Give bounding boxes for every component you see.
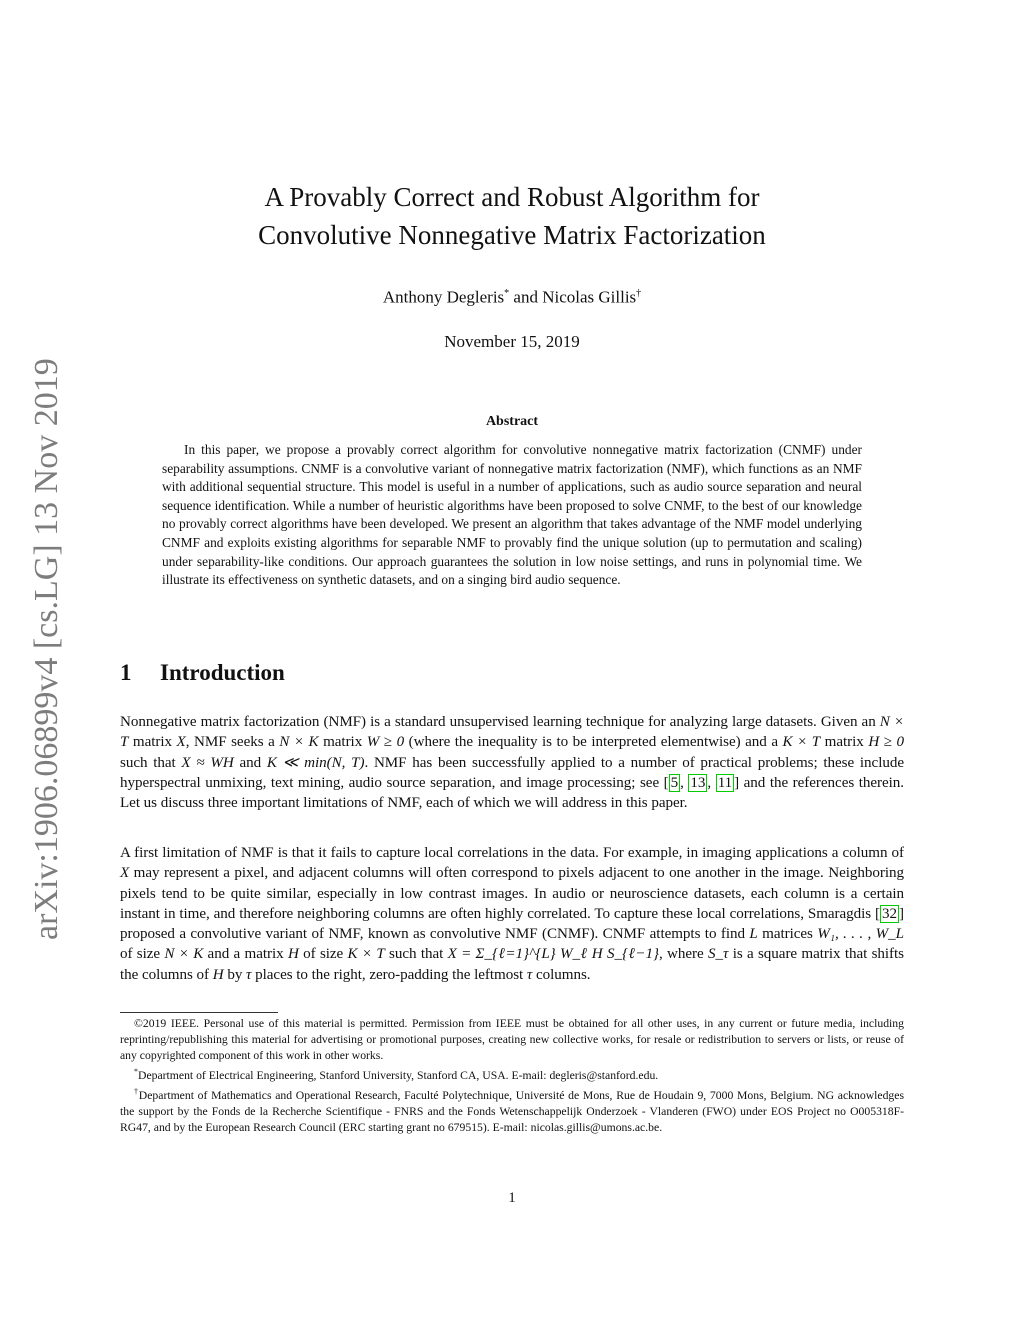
- page-number: 1: [508, 1190, 516, 1206]
- footnote-divider: [120, 1012, 278, 1013]
- text-run: such that: [120, 754, 182, 771]
- math-inline: τ: [246, 966, 252, 983]
- math-inline: τ: [526, 966, 533, 983]
- author-2: Nicolas Gillis: [542, 287, 637, 307]
- author-1: Anthony Degleris: [382, 287, 505, 307]
- text-run: . NMF has been successfully applied to a number of practical problems; these include hyperspectral unmixing, text mining, audio source separation, and image processing; see [: [120, 754, 904, 791]
- text-run: , NMF seeks a: [185, 734, 280, 751]
- math-inline: S_τ: [708, 946, 729, 963]
- math-inline: K × T: [347, 946, 385, 963]
- math-inline: L: [749, 926, 758, 943]
- math-inline: X = Σ_{ℓ=1}^{L} W_ℓ H S_{ℓ−1}: [447, 946, 659, 963]
- text-run: ] proposed a convolutive variant of NMF, known as convolutive NMF (CNMF). CNMF attempts to find: [120, 905, 904, 943]
- section-title: Introduction: [160, 660, 285, 685]
- text-run: such that: [384, 946, 448, 963]
- footnote-2-text: Department of Mathematics and Operational Research, Faculté Polytechnique, Université de Mons, Rue de Houdain 9, 7000 Mons, Belgium. NG acknowledges the support by the Fonds de la Recherche Scientifique - FNRS and the Fonds Wetenschappelijk Onderzoek - Vlanderen (FWO) under EOS Project no O005318F-RG47, and by the European Research Council (ERC starting grant no 679515). E-mail: nicolas.gillis@umons.ac.be.: [120, 1088, 904, 1134]
- math-inline: N × T: [120, 714, 904, 751]
- abstract-heading: Abstract: [485, 414, 539, 429]
- footnote-2: [120, 1084, 904, 1136]
- text-run: ] and the references therein. Let us discuss three important limitations of NMF, each of which we will address in this paper.: [120, 774, 904, 812]
- math-inline: H: [287, 946, 299, 963]
- text-run: matrix: [820, 734, 869, 751]
- intro-paragraph-2: [120, 843, 904, 985]
- citation-link[interactable]: 13: [690, 774, 706, 791]
- section-heading: [120, 660, 285, 686]
- text-run: A first limitation of NMF is that it fails to capture local correlations in the data. For example, in imaging applications a column of: [120, 845, 904, 861]
- text-run: (where the inequality is to be interpreted elementwise) and a: [404, 734, 783, 751]
- citation-link[interactable]: 11: [717, 774, 733, 791]
- footnote-1: [120, 1064, 904, 1084]
- section-number: 1: [120, 660, 132, 685]
- text-run: may represent a pixel, and adjacent columns will often correspond to pixels adjacent to one another in the image. Neighboring pixels tend to be quite similar, especially in low contrast images. In audio or neuroscience datasets, each column is a certain instant in time, and therefore neighboring columns are often highly correlated. To capture these local correlations, Smaragdis [: [120, 865, 904, 922]
- text-run: , where: [659, 946, 709, 963]
- text-run: of size: [120, 946, 165, 963]
- math-inline: X: [120, 865, 130, 882]
- footnote-2-mark: †: [134, 1086, 139, 1096]
- author-1-footnote-mark[interactable]: *: [504, 288, 510, 299]
- math-inline: H ≥ 0: [868, 734, 904, 751]
- text-run: matrices: [757, 926, 818, 943]
- intro-paragraph-1: Nonnegative matrix factorization (NMF) is a standard unsupervised learning technique for analyzing large datasets. Given an N × T matrix X, NMF seeks a N × K matrix W ≥ 0 (where the inequality is to be interpreted elementwise) and a K × T matrix H ≥ 0 such that X ≈ WH and K ≪ min(N, T). NMF has been successfully applied to a number of practical problems; these include hyperspectral unmixing, text mining, audio source separation, and image processing; see [ 5 , 13 , 11 ] and the references therein. Let us discuss three important limitations of NMF, each of which we will address in this paper.: [120, 714, 904, 812]
- footnote-1-mark: *: [134, 1067, 138, 1076]
- abstract-body: In this paper, we propose a provably correct algorithm for convolutive nonnegative matrix factorization (CNMF) under separability assumptions. CNMF is a convolutive variant of nonnegative matrix factorization (NMF), which functions as an NMF with additional sequential structure. This model is useful in a number of applications, such as audio source separation and neural sequence identification. While a number of heuristic algorithms have been proposed to solve CNMF, to the best of our knowledge no provably correct algorithms have been developed. We present an algorithm that takes advantage of the NMF model underlying CNMF and exploits existing algorithms for separable NMF to provably find the unique solution (up to permutation and scaling) under separability-like conditions. Our approach guarantees the solution in low noise settings, and runs in polynomial time. We illustrate its effectiveness on synthetic datasets, and on a singing bird audio sequence.: [162, 442, 862, 588]
- text-run: of size: [298, 946, 348, 963]
- math-inline: H: [212, 966, 224, 983]
- math-inline: K × T: [782, 734, 821, 751]
- arxiv-identifier: arXiv:1906.06899v4 [cs.LG] 13 Nov 2019: [28, 358, 65, 940]
- title-line-1: A Provably Correct and Robust Algorithm for: [264, 182, 760, 212]
- text-run: and a matrix: [203, 946, 288, 963]
- citation-link[interactable]: 5: [670, 774, 679, 791]
- author-list: [120, 282, 904, 310]
- publication-date: November 15, 2019: [444, 332, 580, 351]
- citation-link[interactable]: 32: [882, 905, 898, 922]
- math-inline: N × K: [279, 734, 319, 751]
- math-inline: N × K: [164, 946, 204, 963]
- math-inline: X ≈ WH: [181, 754, 234, 771]
- math-inline: K ≪ min(N, T): [266, 754, 365, 771]
- text-run: places to the right, zero-padding the leftmost: [251, 966, 527, 983]
- text-run: columns.: [532, 966, 591, 983]
- text-run: matrix: [318, 734, 367, 751]
- title-line-2: Convolutive Nonnegative Matrix Factorization: [258, 220, 766, 250]
- footnote-1-text: Department of Electrical Engineering, Stanford University, Stanford CA, USA. E-mail: degleris@stanford.edu.: [138, 1068, 659, 1082]
- copyright-notice: ©2019 IEEE. Personal use of this material is permitted. Permission from IEEE must be obtained for all other uses, in any current or future media, including reprinting/republishing this material for advertising or promotional purposes, creating new collective works, for resale or redistribution to servers or lists, or reuse of any copyrighted component of this work in other works.: [120, 1017, 904, 1062]
- math-inline: X: [176, 734, 186, 751]
- text-run: by: [223, 966, 247, 983]
- text-run: and: [233, 754, 267, 771]
- paper-title: [120, 178, 904, 254]
- text-run: matrix: [128, 734, 177, 751]
- footnotes: [120, 1016, 904, 1136]
- author-2-footnote-mark[interactable]: †: [636, 288, 642, 299]
- text-run: Nonnegative matrix factorization (NMF) is a standard unsupervised learning technique for analyzing large datasets. Given an: [120, 714, 880, 730]
- text-run: is a square matrix that shifts the columns of: [120, 946, 904, 983]
- math-inline: W ≥ 0: [366, 734, 405, 751]
- author-conjunction: and: [509, 287, 543, 307]
- math-inline: W₁, . . . , W_L: [817, 926, 904, 943]
